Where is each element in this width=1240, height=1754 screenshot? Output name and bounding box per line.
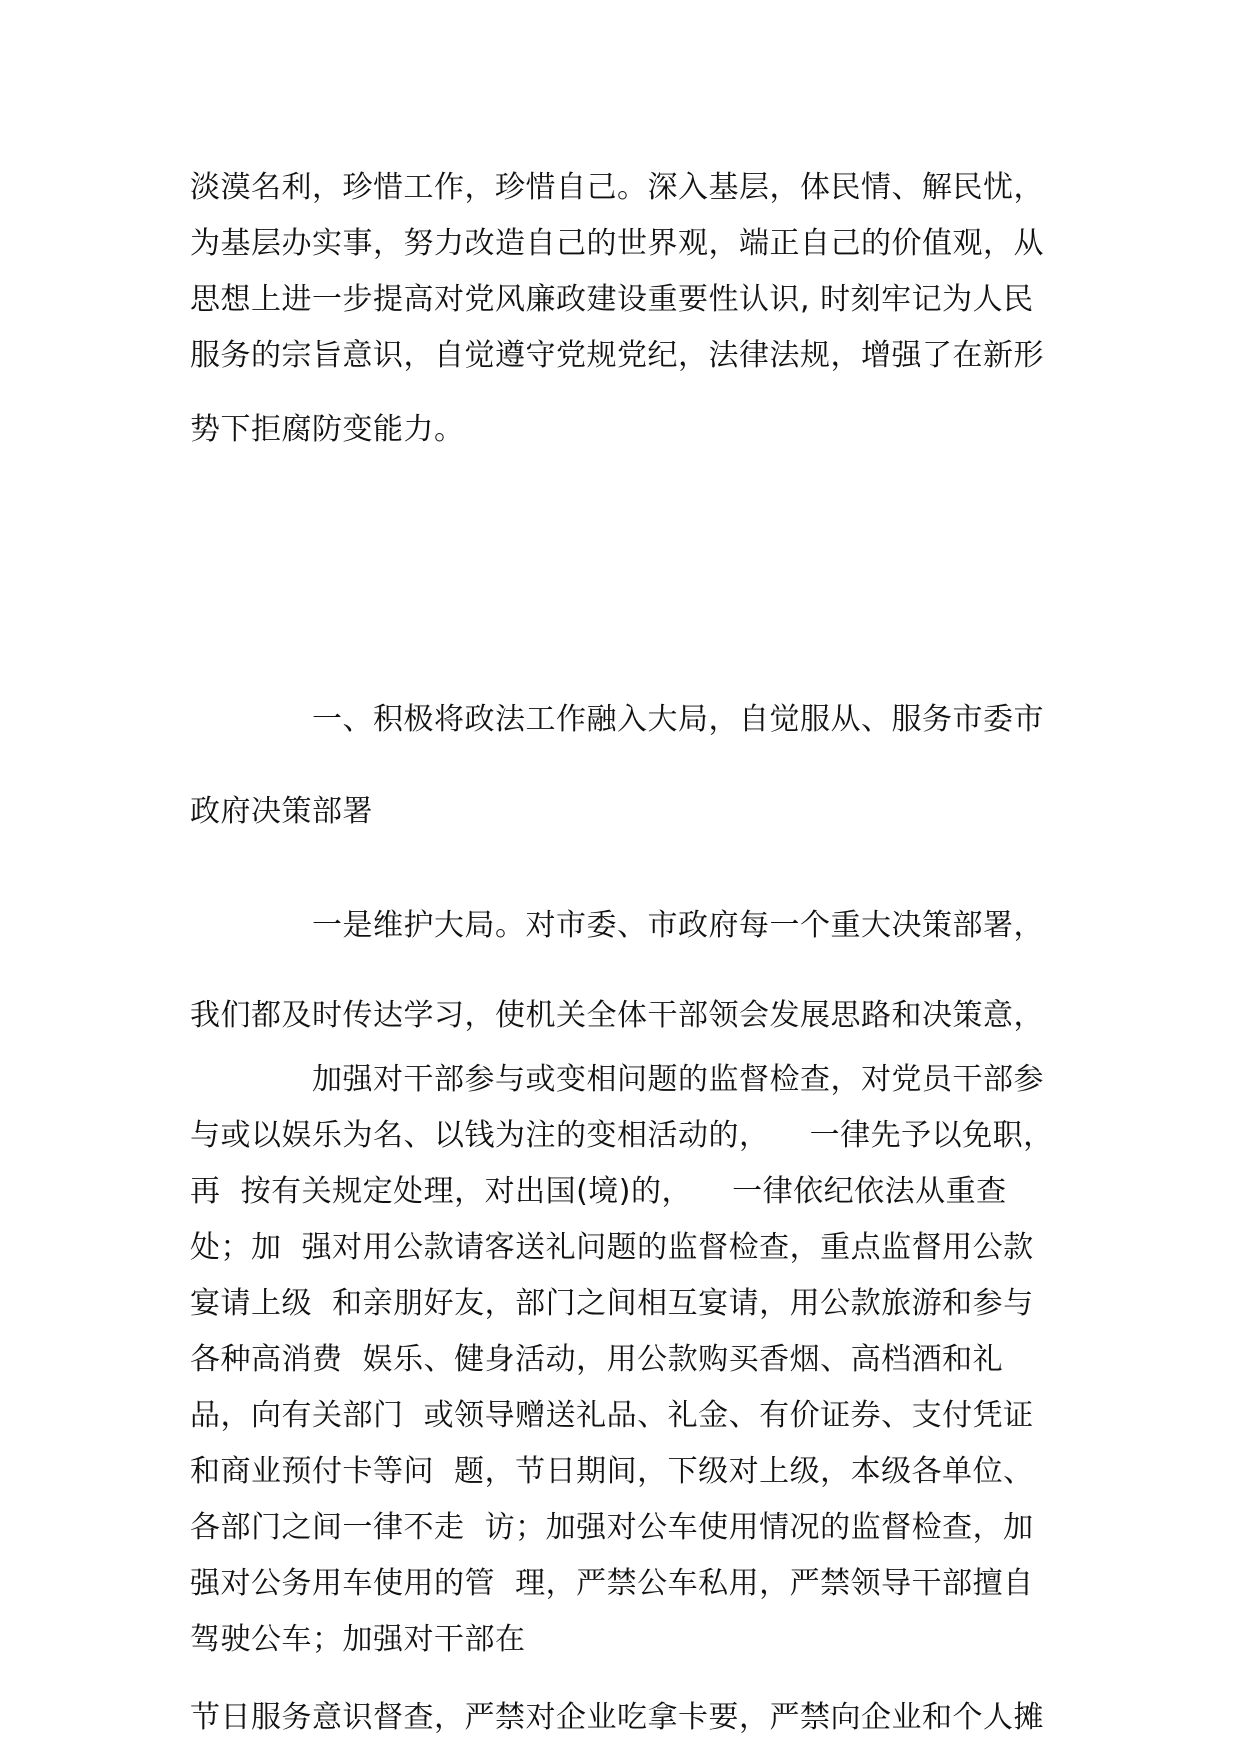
section-heading-line: 政府决策部署 xyxy=(190,794,373,829)
paragraph-1-line: 淡漠名利，珍惜工作，珍惜自己。深入基层，体民情、解民忧， xyxy=(190,170,1044,205)
paragraph-4-line: 节日服务意识督查，严禁对企业吃拿卡要，严禁向企业和个人摊 xyxy=(190,1700,1044,1735)
paragraph-2-line: 一是维护大局。对市委、市政府每一个重大决策部署， xyxy=(312,908,1044,943)
paragraph-2-line: 我们都及时传达学习，使机关全体干部领会发展思路和决策意， xyxy=(190,998,1044,1033)
paragraph-1-line: 势下拒腐防变能力。 xyxy=(190,412,465,447)
paragraph-3-line: 再 按有关规定处理，对出国(境)的， 一律依纪依法从重查 xyxy=(190,1174,1007,1209)
paragraph-3-line: 各部门之间一律不走 访；加强对公车使用情况的监督检查，加 xyxy=(190,1510,1034,1545)
paragraph-1-line: 服务的宗旨意识，自觉遵守党规党纪，法律法规，增强了在新形 xyxy=(190,338,1044,373)
paragraph-3-line: 品，向有关部门 或领导赠送礼品、礼金、有价证券、支付凭证 xyxy=(190,1398,1034,1433)
paragraph-1-line: 思想上进一步提高对党风廉政建设重要性认识, 时刻牢记为人民 xyxy=(190,282,1034,317)
paragraph-3-line: 宴请上级 和亲朋好友，部门之间相互宴请，用公款旅游和参与 xyxy=(190,1286,1034,1321)
paragraph-3-line: 加强对干部参与或变相问题的监督检查，对党员干部参 xyxy=(312,1062,1044,1097)
paragraph-3-line: 与或以娱乐为名、以钱为注的变相活动的， 一律先予以免职， xyxy=(190,1118,1054,1153)
section-heading-line: 一、积极将政法工作融入大局，自觉服从、服务市委市 xyxy=(312,702,1044,737)
paragraph-3-line: 强对公务用车使用的管 理，严禁公车私用，严禁领导干部擅自 xyxy=(190,1566,1034,1601)
paragraph-3-line: 驾驶公车；加强对干部在 xyxy=(190,1622,526,1657)
paragraph-3-line: 和商业预付卡等问 题，节日期间，下级对上级，本级各单位、 xyxy=(190,1454,1034,1489)
paragraph-3-line: 处；加 强对用公款请客送礼问题的监督检查，重点监督用公款 xyxy=(190,1230,1034,1265)
paragraph-3-line: 各种高消费 娱乐、健身活动，用公款购买香烟、高档酒和礼 xyxy=(190,1342,1004,1377)
paragraph-1-line: 为基层办实事，努力改造自己的世界观，端正自己的价值观，从 xyxy=(190,226,1044,261)
